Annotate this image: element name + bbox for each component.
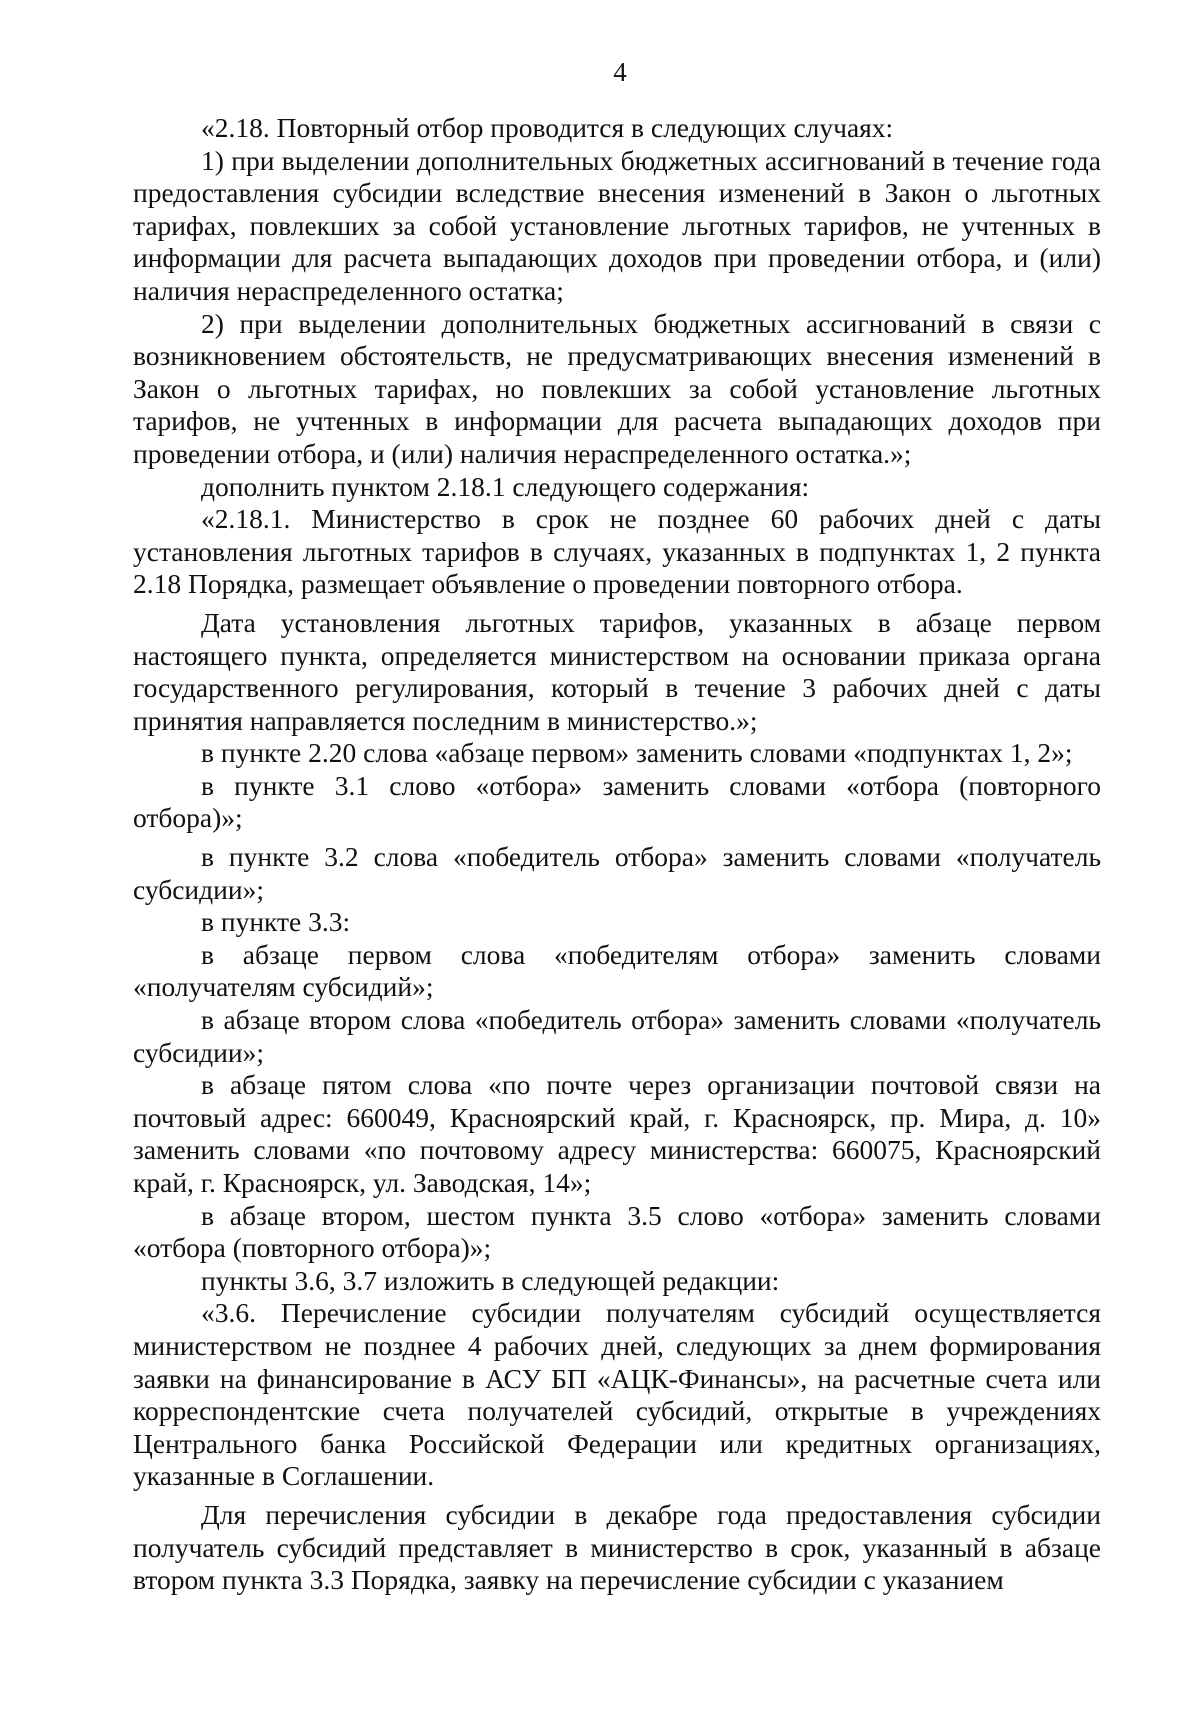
paragraph-add-2-18-1: дополнить пунктом 2.18.1 следующего содержания: [201, 470, 810, 502]
paragraph-3-1: в пункте 3.1 слово «отбора» заменить словами «отбора (повторного отбора)»; [133, 769, 1101, 834]
page-number: 4 [613, 57, 627, 87]
paragraph-2-18-case-1: 1) при выделении дополнительных бюджетных ассигнований в течение года предоставления субсидии вследствие внесения изменений в Закон о льготных тарифах, повлекших за собой установление льготных тарифов, не учтенных в информации для расчета выпадающих доходов при проведении отбора, и (или) наличия нераспределенного остатка; [133, 144, 1101, 306]
paragraph-3-5: в абзаце втором, шестом пункта 3.5 слово «отбора» заменить словами «отбора (повторного отбора)»; [133, 1199, 1101, 1264]
paragraph-2-18-case-2: 2) при выделении дополнительных бюджетных ассигнований в связи с возникновением обстоятельств, не предусматривающих внесения изменений в Закон о льготных тарифах, но повлекших за собой установление льготных тарифов, не учтенных в информации для расчета выпадающих доходов при проведении отбора, и (или) наличия нераспределенного остатка.»; [133, 307, 1101, 469]
paragraph-3-3-fifth: в абзаце пятом слова «по почте через организации почтовой связи на почтовый адрес: 660049, Красноярский край, г. Красноярск, пр. Мира, д. 10» заменить словами «по почтовому адресу министерства: 660075, Красноярский край, г. Красноярск, ул. Заводская, 14»; [133, 1069, 1101, 1198]
paragraph-2-18-intro: «2.18. Повторный отбор проводится в следующих случаях: [201, 112, 894, 143]
paragraph-december-transfer: Для перечисления субсидии в декабре года предоставления субсидии получатель субсидий представляет в министерство в срок, указанный в абзаце втором пункта 3.3 Порядка, заявку на перечисление субсидии с указанием [133, 1498, 1101, 1596]
paragraph-3-3-second: в абзаце втором слова «победитель отбора» заменить словами «получатель субсидии»; [133, 1004, 1101, 1068]
document-body [133, 112, 1101, 1597]
paragraph-3-3: в пункте 3.3: [201, 906, 351, 938]
paragraph-tariff-date: Дата установления льготных тарифов, указанных в абзаце первом настоящего пункта, определяется министерством на основании приказа органа государственного регулирования, который в течение 3 рабочих дней с даты принятия направляется последним в министерство.»; [133, 606, 1101, 736]
paragraph-3-3-first: в абзаце первом слова «победителям отбора» заменить словами «получателям субсидий»; [133, 938, 1101, 1003]
paragraph-3-6-3-7-intro: пункты 3.6, 3.7 изложить в следующей редакции: [201, 1264, 780, 1296]
paragraph-3-6: «3.6. Перечисление субсидии получателям субсидий осуществляется министерством не позднее 4 рабочих дней, следующих за днем формирования заявки на финансирование в АСУ БП «АЦК-Финансы», на расчетные счета или корреспондентские счета получателей субсидий, открытые в учреждениях Центрального банка Российской Федерации или кредитных организациях, указанные в Соглашении. [133, 1297, 1101, 1492]
paragraph-2-20: в пункте 2.20 слова «абзаце первом» заменить словами «подпунктах 1, 2»; [201, 737, 1073, 769]
paragraph-3-2: в пункте 3.2 слова «победитель отбора» заменить словами «получатель субсидии»; [133, 841, 1101, 905]
paragraph-2-18-1: «2.18.1. Министерство в срок не позднее 60 рабочих дней с даты установления льготных тарифов в случаях, указанных в подпунктах 1, 2 пункта 2.18 Порядка, размещает объявление о проведении повторного отбора. [133, 503, 1101, 600]
